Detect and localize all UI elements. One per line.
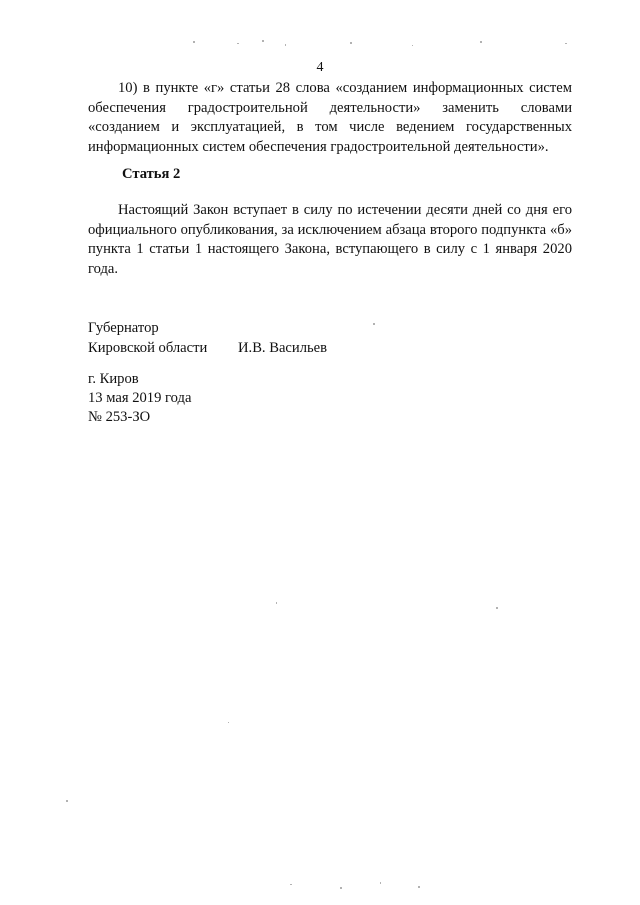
scan-speck [340,887,342,889]
scan-speck [290,884,292,885]
city: г. Киров [88,371,139,387]
scan-speck [350,42,352,44]
place-date-block [88,370,191,427]
signer-name: И.В. Васильев [238,339,328,356]
law-date: 13 мая 2019 года [88,390,192,406]
scan-speck [237,43,239,44]
scan-speck [285,44,286,46]
scan-speck [66,800,68,802]
scan-speck [262,40,264,42]
signature-block [88,319,328,358]
amendment-item-10: 10) в пункте «г» статьи 28 слова «созданием информационных систем обеспечения градостроительной деятельности» заменить словами «созданием и эксплуатацией, в том числе ведением государственных информационных систем обеспечения градостроительной деятельности». [88,80,572,155]
scan-speck [565,43,567,44]
scan-speck [193,41,195,43]
scan-speck [480,41,482,43]
scan-speck [496,607,498,609]
scan-speck [373,323,375,325]
signer-title-line2: Кировской области [88,339,208,356]
law-number: № 253-ЗО [88,409,151,425]
scan-speck [228,722,229,723]
scan-speck [412,45,413,46]
scan-speck [276,602,277,604]
signer-title-line1: Губернатор [88,320,159,336]
scan-speck [380,882,381,884]
page-number: 4 [316,60,324,75]
scan-speck [418,886,420,888]
article-heading: Статья 2 [122,166,181,182]
article-2-text: Настоящий Закон вступает в силу по истечении десяти дней со дня его официального опубликования, за исключением абзаца второго подпункта «б» пункта 1 статьи 1 настоящего Закона, вступающего в силу с 1 января 2020 года. [88,202,572,277]
